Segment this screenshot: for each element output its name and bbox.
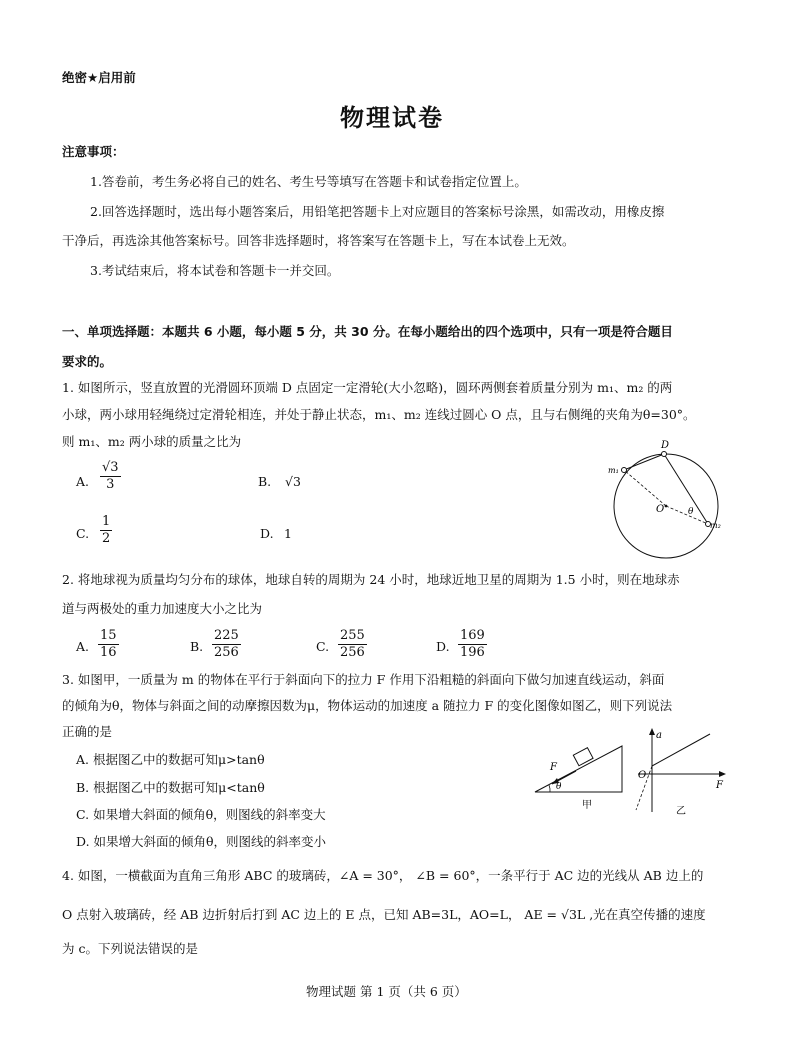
center-to-m2-dashed bbox=[666, 506, 708, 524]
page-title: 物理试卷 bbox=[340, 104, 444, 132]
q2-option-d-fraction bbox=[458, 628, 487, 661]
q2-option-a-denominator: 16 bbox=[100, 645, 117, 660]
a-axis-arrowhead bbox=[649, 728, 655, 735]
label-O: O bbox=[656, 504, 665, 515]
q2-option-a-fraction bbox=[98, 628, 119, 661]
notice-item-2-line2: 干净后，再选涂其他答案标号。回答非选择题时，将答案写在答题卡上，写在本试卷上无效。 bbox=[62, 233, 575, 248]
label-O: O bbox=[638, 770, 647, 781]
label-yi: 乙 bbox=[676, 806, 686, 817]
ball-m1 bbox=[622, 468, 627, 473]
q3-line2: 的倾角为θ，物体与斜面之间的动摩擦因数为μ，物体运动的加速度 a 随拉力 F 的变化图像如图乙，则下列说法 bbox=[62, 698, 673, 713]
F-axis-arrowhead bbox=[719, 771, 726, 777]
q1-option-c-numerator: 1 bbox=[102, 514, 111, 529]
q2-option-b-numerator: 225 bbox=[214, 628, 239, 643]
q2-option-d-denominator: 196 bbox=[460, 645, 485, 660]
label-jia: 甲 bbox=[582, 800, 592, 811]
q1-line3: 则 m₁、m₂ 两小球的质量之比为 bbox=[62, 434, 242, 449]
q1-option-c-label: C. bbox=[76, 526, 90, 541]
q4-line3: 为 c。下列说法错误的是 bbox=[62, 941, 198, 956]
q2-line1: 2. 将地球视为质量均匀分布的球体，地球自转的周期为 24 小时，地球近地卫星的周期为 1.5 小时，则在地球赤 bbox=[62, 572, 680, 587]
q1-option-b-label: B. bbox=[258, 474, 272, 489]
q4-line2: O 点射入玻璃砖，经 AB 边折射后打到 AC 边上的 E 点，已知 AB=3L，AO=L， AE = √3L ,光在真空传播的速度 bbox=[62, 907, 706, 922]
notice-heading: 注意事项： bbox=[62, 144, 125, 159]
rope-left bbox=[624, 454, 664, 470]
q1-option-c-fraction bbox=[100, 514, 112, 547]
q1-line1: 1. 如图所示，竖直放置的光滑圆环顶端 D 点固定一定滑轮(大小忽略)，圆环两侧套着质量分别为 m₁、m₂ 的两 bbox=[62, 380, 673, 395]
label-m1: m₁ bbox=[608, 466, 619, 475]
section1-line1: 一、单项选择题：本题共 6 小题，每小题 5 分，共 30 分。在每小题给出的四个选项中，只有一项是符合题目 bbox=[62, 324, 673, 339]
center-dot bbox=[665, 505, 668, 508]
q3-option-b: B. 根据图乙中的数据可知μ<tanθ bbox=[76, 780, 265, 795]
q3-incline-figure bbox=[530, 740, 630, 812]
label-F: F bbox=[550, 762, 557, 773]
q3-line1: 3. 如图甲，一质量为 m 的物体在平行于斜面向下的拉力 F 作用下沿粗糙的斜面向下做匀加速直线运动，斜面 bbox=[62, 672, 665, 687]
q1-option-a-label: A. bbox=[76, 474, 90, 489]
label-m2: m₂ bbox=[710, 521, 721, 530]
q3-option-c: C. 如果增大斜面的倾角θ，则图线的斜率变大 bbox=[76, 807, 326, 822]
q1-circle-figure bbox=[604, 436, 730, 562]
q3-option-d: D. 如果增大斜面的倾角θ，则图线的斜率变小 bbox=[76, 834, 327, 849]
q2-option-c-label: C. bbox=[316, 639, 330, 654]
angle-arc bbox=[549, 785, 550, 792]
notice-item-3: 3.考试结束后，将本试卷和答题卡一并交回。 bbox=[90, 263, 340, 278]
q2-option-c-denominator: 256 bbox=[340, 645, 365, 660]
section1-line2: 要求的。 bbox=[62, 354, 113, 369]
page-footer: 物理试题 第 1 页（共 6 页） bbox=[306, 984, 467, 999]
q1-option-a-numerator: √3 bbox=[102, 460, 119, 475]
q3-graph-figure bbox=[632, 726, 732, 818]
q2-option-c-numerator: 255 bbox=[340, 628, 365, 643]
q1-option-d-value: 1 bbox=[284, 526, 292, 541]
q2-option-b-fraction bbox=[212, 628, 241, 661]
q1-option-a-denominator: 3 bbox=[106, 477, 115, 492]
q1-option-b-value: √3 bbox=[285, 474, 301, 489]
label-theta: θ bbox=[688, 507, 694, 517]
q1-line2: 小球，两小球用轻绳绕过定滑轮相连，并处于静止状态，m₁、m₂ 连线过圆心 O 点，且与右侧绳的夹角为θ=30°。 bbox=[62, 407, 696, 422]
label-F: F bbox=[716, 780, 723, 791]
q2-option-c-fraction bbox=[338, 628, 367, 661]
notice-item-2-line1: 2.回答选择题时，选出每小题答案后，用铅笔把答题卡上对应题目的答案标号涂黑，如需改动，用橡皮擦 bbox=[90, 204, 665, 219]
q4-line1: 4. 如图，一横截面为直角三角形 ABC 的玻璃砖，∠A = 30°， ∠B = 60°，一条平行于 AC 边的光线从 AB 边上的 bbox=[62, 868, 704, 883]
q1-option-a-fraction bbox=[100, 460, 121, 493]
m1-m2-line-dashed bbox=[624, 470, 666, 506]
q1-option-d-label: D. bbox=[260, 526, 274, 541]
q2-option-a-label: A. bbox=[76, 639, 90, 654]
confidential-label: 绝密★启用前 bbox=[62, 70, 136, 85]
label-a: a bbox=[656, 730, 662, 741]
q2-option-b-denominator: 256 bbox=[214, 645, 239, 660]
notice-item-1: 1.答卷前，考生务必将自己的姓名、考生号等填写在答题卡和试卷指定位置上。 bbox=[90, 174, 527, 189]
q2-option-d-numerator: 169 bbox=[460, 628, 485, 643]
q2-line2: 道与两极处的重力加速度大小之比为 bbox=[62, 601, 263, 616]
q3-option-a: A. 根据图乙中的数据可知μ>tanθ bbox=[76, 752, 265, 767]
q2-option-d-label: D. bbox=[436, 639, 450, 654]
q1-option-c-denominator: 2 bbox=[102, 531, 111, 546]
label-D: D bbox=[661, 440, 670, 451]
pulley bbox=[662, 452, 667, 457]
q3-line3: 正确的是 bbox=[62, 724, 113, 739]
q2-option-b-label: B. bbox=[190, 639, 204, 654]
q2-option-a-numerator: 15 bbox=[100, 628, 117, 643]
label-theta: θ bbox=[556, 782, 562, 792]
rope-right bbox=[664, 454, 708, 524]
